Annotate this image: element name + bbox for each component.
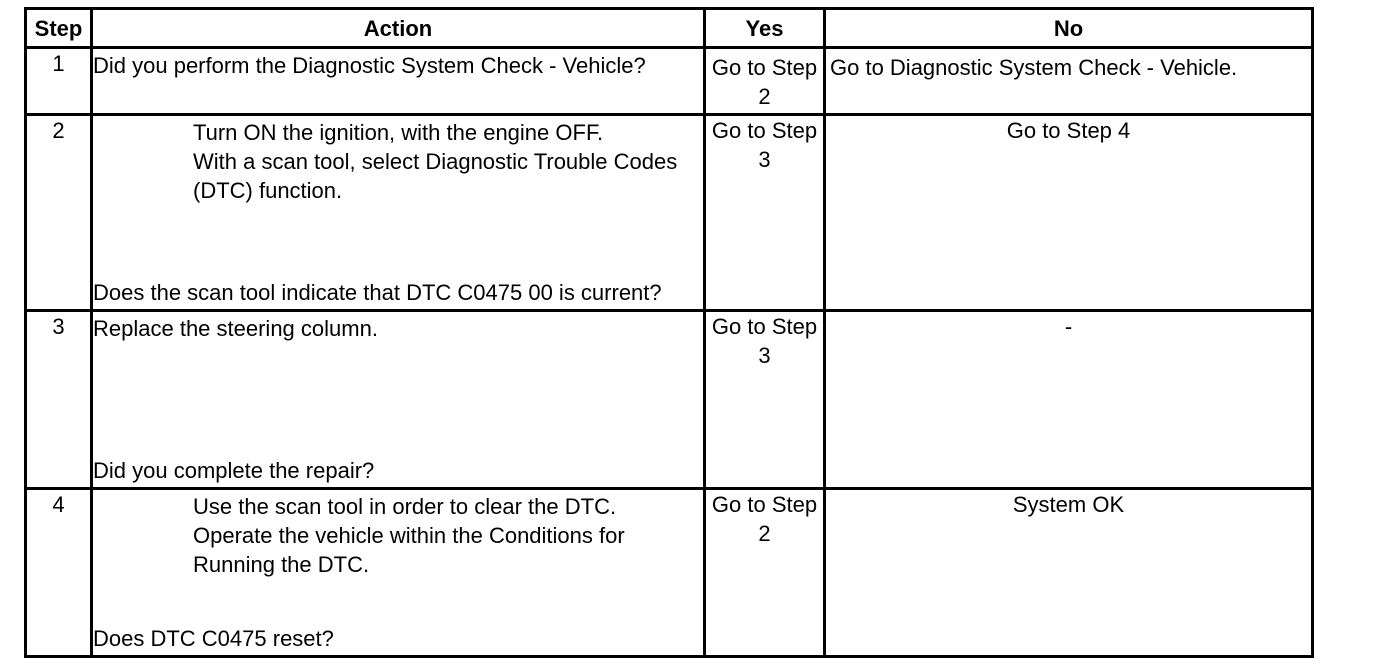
step-number: 4 [26, 489, 92, 657]
action-step: Use the scan tool in order to clear the DTC. [193, 494, 617, 519]
yes-text: Go to Step 3 [711, 314, 818, 368]
yes-text: Go to Step 2 [711, 492, 818, 546]
action-cell [92, 48, 705, 115]
yes-cell [705, 311, 825, 489]
action-question: Did you complete the repair? [93, 458, 375, 483]
table-row [26, 115, 1313, 311]
step-number: 1 [26, 48, 92, 115]
action-step: With a scan tool, select Diagnostic Trouble Codes (DTC) function. [193, 149, 678, 203]
action-steps [93, 116, 703, 205]
action-step: Replace the steering column. [93, 316, 378, 341]
table-row [26, 489, 1313, 657]
no-text: - [1064, 314, 1073, 339]
yes-text: Go to Step 3 [711, 118, 818, 172]
header-action: Action [92, 9, 705, 48]
action-cell [92, 115, 705, 311]
no-cell [825, 115, 1313, 311]
action-step: Turn ON the ignition, with the engine OFF. [193, 120, 604, 145]
diagnostic-table [24, 7, 1314, 658]
action-cell [92, 311, 705, 489]
no-cell [825, 489, 1313, 657]
no-text: Go to Step 4 [1006, 118, 1131, 143]
yes-cell [705, 489, 825, 657]
table-row [26, 311, 1313, 489]
step-number: 3 [26, 311, 92, 489]
action-question: Did you perform the Diagnostic System Check - Vehicle? [93, 53, 646, 78]
action-steps [93, 490, 703, 579]
header-no: No [825, 9, 1313, 48]
action-cell [92, 489, 705, 657]
header-row [26, 9, 1313, 48]
table-row [26, 48, 1313, 115]
action-question: Does the scan tool indicate that DTC C0475 00 is current? [93, 280, 662, 305]
no-text: System OK [1012, 492, 1125, 517]
step-number: 2 [26, 115, 92, 311]
action-question: Does DTC C0475 reset? [93, 626, 334, 651]
yes-cell [705, 115, 825, 311]
yes-cell: Go to Step 2 [705, 48, 825, 115]
header-step: Step [26, 9, 92, 48]
header-yes: Yes [705, 9, 825, 48]
no-cell [825, 311, 1313, 489]
no-cell: Go to Diagnostic System Check - Vehicle. [825, 48, 1313, 115]
action-step: Operate the vehicle within the Conditions for Running the DTC. [193, 523, 625, 577]
